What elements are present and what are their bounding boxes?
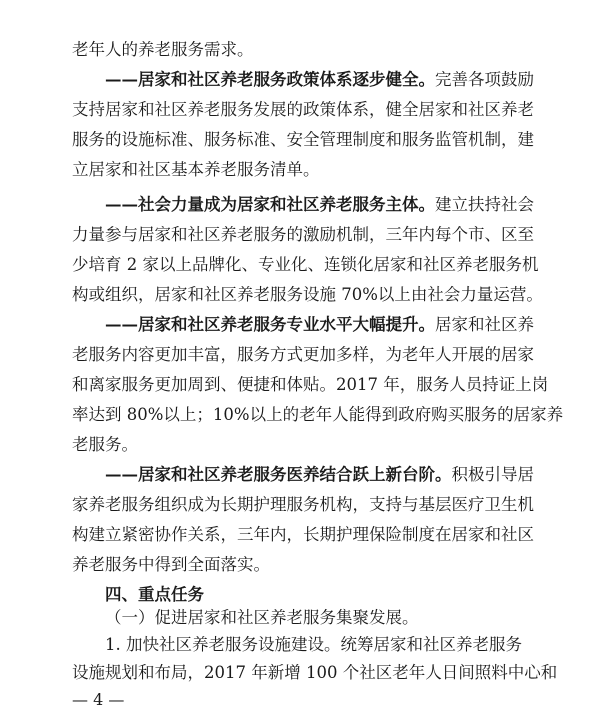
line-text: 积极引导居 [451, 465, 534, 484]
line-text: 养老服务中得到全面落实。 [72, 555, 270, 574]
line-text: 家养老服务组织成为长期护理服务机构，支持与基层医疗卫生机 [72, 495, 534, 514]
text-line [72, 40, 592, 60]
heading-text: ——居家和社区养老服务专业水平大幅提升。 [105, 315, 435, 334]
line-text: 立居家和社区基本养老服务清单。 [72, 160, 320, 179]
heading-text: ——社会力量成为居家和社区养老服务主体。 [105, 195, 435, 214]
line-text: 率达到 80%以上；10%以上的老年人能得到政府购买服务的居家养 [72, 405, 564, 424]
text-line [72, 495, 592, 515]
text-line [105, 465, 592, 485]
text-line [72, 555, 592, 575]
text-line [105, 635, 592, 655]
text-line [72, 285, 592, 305]
line-text: 建立扶持社会 [435, 195, 534, 214]
text-line [105, 608, 592, 628]
text-line [105, 585, 592, 605]
line-text: （一）促进居家和社区养老服务集聚发展。 [105, 608, 419, 627]
text-line [105, 70, 592, 90]
text-line [72, 525, 592, 545]
line-text: 老年人的养老服务需求。 [72, 40, 254, 59]
text-line [72, 345, 592, 365]
heading-text: ——居家和社区养老服务医养结合跃上新台阶。 [105, 465, 452, 484]
text-line [72, 225, 592, 245]
line-text: 少培育 2 家以上品牌化、专业化、连锁化居家和社区养老服务机 [72, 255, 539, 274]
text-line [72, 160, 592, 180]
line-text: 支持居家和社区养老服务发展的政策体系，健全居家和社区养老 [72, 100, 534, 119]
line-text: 服务的设施标准、服务标准、安全管理制度和服务监管机制，建 [72, 130, 534, 149]
text-line [72, 100, 592, 120]
line-text: 完善各项鼓励 [435, 70, 534, 89]
text-line [72, 405, 592, 425]
line-text: 1. 加快社区养老服务设施建设。统筹居家和社区养老服务 [105, 635, 522, 654]
line-text: 设施规划和布局，2017 年新增 100 个社区老年人日间照料中心和 [72, 663, 558, 682]
text-line [72, 435, 592, 455]
line-text: 构或组织，居家和社区养老服务设施 70%以上由社会力量运营。 [72, 285, 543, 304]
text-line [72, 663, 592, 683]
line-text: 居家和社区养 [435, 315, 534, 334]
text-line [72, 255, 592, 275]
line-text: 老服务。 [72, 435, 138, 454]
line-text: 构建立紧密协作关系，三年内，长期护理保险制度在居家和社区 [72, 525, 534, 544]
heading-text: 四、重点任务 [105, 585, 204, 604]
text-line [105, 195, 592, 215]
text-line [72, 130, 592, 150]
page-number: — 4 — [72, 690, 125, 709]
line-text: 和离家服务更加周到、便捷和体贴。2017 年，服务人员持证上岗 [72, 375, 549, 394]
line-text: 老服务内容更加丰富，服务方式更加多样，为老年人开展的居家 [72, 345, 534, 364]
heading-text: ——居家和社区养老服务政策体系逐步健全。 [105, 70, 435, 89]
text-line [72, 375, 592, 395]
text-line [105, 315, 592, 335]
line-text: 力量参与居家和社区养老服务的激励机制，三年内每个市、区至 [72, 225, 534, 244]
